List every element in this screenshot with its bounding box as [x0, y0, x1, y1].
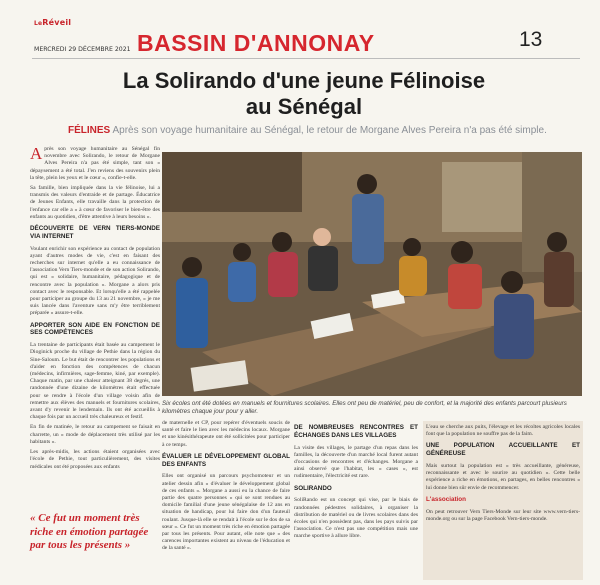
issue-date: MERCREDI 29 DÉCEMBRE 2021	[34, 46, 131, 53]
info-box-title: L'association	[426, 495, 466, 503]
header-divider	[32, 58, 580, 59]
drop-cap: A	[30, 144, 43, 163]
subheading: DÉCOUVERTE DE VERN TIERS-MONDE VIA INTERNET	[30, 225, 160, 240]
subheading: SOLIRANDO	[294, 484, 332, 492]
page-header	[0, 0, 600, 62]
subheading: UNE POPULATION ACCUEILLANTE ET GÉNÉREUSE	[426, 442, 580, 458]
article-column-2: de maternelle et CP, pour repérer d'éventuels soucis de santé et faire le lien avec les médecins locaux. Morgane et une kinésithérapeute ont été sollicitées pour participer à ce temps. ÉVALUER LE DÉVELOPPEMENT GLOBAL DES ENFANTS Elles ont organisé un parcours psychomoteur et un atelier dessin afin « d'évaluer le développement global de ces enfants ». Morgane a aussi eu la chance de faire partie des quatre personnes « qui se sont rendues au domicile familial d'une jeune sénégalaise de 12 ans en situation de handicap, pour lui faire don d'un fauteuil roulant. Jusque-là elle se rendait à l'école sur le dos de sa sœur ». Ce fut un moment très riche en émotion partagée par tous les présents. Pour autant, elle note que « des carences importantes existent au niveau de l'éducation et de la santé ».	[162, 420, 290, 552]
page-number: 13	[519, 28, 543, 51]
photo-caption: Six écoles ont été dotées en manuels et fournitures scolaires. Elles ont peu de matériel, peu de confort, et la majorité des enfants parcourt plusieurs kilomètres chaque jour pour y aller.	[162, 400, 567, 415]
article-headline: La Solirando d'une jeune Félinoise au Sénégal	[122, 68, 486, 119]
classroom-photo	[162, 152, 582, 396]
subheading: APPORTER SON AIDE EN FONCTION DE SES COMPÉTENCES	[30, 321, 160, 337]
pull-quote: « Ce fut un moment très riche en émotion partagée par tous les présents »	[30, 512, 149, 551]
article-standfirst: FÉLINES Après son voyage humanitaire au Sénégal, le retour de Morgane Alves Pereira n'a pas été simple.	[68, 125, 547, 136]
article-column-3: DE NOMBREUSES RENCONTRES ET ÉCHANGES DANS LES VILLAGES La visite des villages, le partage d'un repas dans les familles, la découverte d'un marché local furent autant d'occasions de rencontres et d'échanges. Morgane a ainsi observé que l'habitat, les « cases », est rudimentaire, l'électricité est rare. SOLIRANDO SoliRando est un concept qui vise, par le biais de randonnées pédestres solidaires, à organiser la distribution de matériel ou de livres scolaires dans des écoles qui n'en possèdent pas, dans les pays suivis par l'association. Ce n'est pas une compétition mais une marche sportive à allure libre.	[294, 424, 418, 540]
newspaper-logo: LeRéveil	[34, 18, 72, 27]
subheading: DE NOMBREUSES RENCONTRES ET ÉCHANGES DANS LES VILLAGES	[294, 424, 418, 439]
article-column-4: L'eau se cherche aux puits, l'élevage et les récoltes agricoles locales font que la population ne souffre pas de la faim. UNE POPULATION ACCUEILLANTE ET GÉNÉREUSE Mais surtout la population est « très accueillante, généreuse, reconnaissante et avec le sourire au quotidien ». Cette belle expérience a riche en émotions, en partages, en belles rencontres « lui donne bien sûr envie de recommencer. L'association On peut retrouver Vern Tiers-Monde sur leur site www.vern-tiers-monde.org ou sur la page Facebook Vern-tiers-monde.	[426, 424, 580, 522]
info-box-text: On peut retrouver Vern Tiers-Monde sur leur site www.vern-tiers-monde.org ou sur la page Facebook Vern-tiers-monde.	[426, 508, 580, 522]
location-keyword: FÉLINES	[68, 125, 111, 136]
article-column-1: Après son voyage humanitaire au Sénégal fin novembre avec Solirando, le retour de Morgane Alves Pereira n'a pas été simple, tant son « dépaysement a été total. J'en reviens des souvenirs plein la tête, plein les yeux et le cœur », confie-t-elle. Sa famille, bien impliquée dans la vie félinoise, lui a transmis des valeurs d'entraide et de partage. Éducatrice de Jeunes Enfants, elle travaille dans la protection de l'enfance car elle a « à cœur de favoriser le bien-être des enfants au quotidien, d'être attentive à leurs besoins ». DÉCOUVERTE DE VERN TIERS-MONDE VIA INTERNET Voulant enrichir son expérience au contact de population ayant d'autres modes de vie, c'est en faisant des recherches sur internet qu'elle a eu connaissance de l'association Vern Tiers-monde et de son action Solirando, qui est « solidaire, humanitaire, pédagogique et de rencontre avec la population ». Morgane a alors pris contact avec le responsable. Et lorsqu'elle a été rappelée pour participer au groupe du 13 au 21 novembre, « je me suis lancée dans l'aventure sans m'y être terriblement préparée » assure-t-elle. APPORTER SON AIDE EN FONCTION DE SES COMPÉTENCES La trentaine de participants était basée au campement le Dioginick proche du village de Pethie dans la région du Sine-Saloum. Le but était de rencontrer les populations et d'aider en fonction des compétences de chacun (médecins, infirmières, sage-femme, kiné, par exemple). Chaque matin, par une chaleur atteignant 38 degrés, une randonnée d'une dizaine de kilomètres était effectuée pour se rendre à l'école d'un village voisin afin de remettre aux élèves des manuels et fournitures scolaires, avant d'y revenir le lendemain. Ils ont été accueillis à chaque fois par un accueil très chaleureux et festif. En fin de matinée, le retour au campement se faisait en charrette, un « mode de déplacement très utilisé par les habitants ». Les après-midis, les actions étaient organisées avec l'école de Pethie, tout particulièrement, des visites médicales ont été proposées aux enfants	[30, 144, 160, 470]
subheading: ÉVALUER LE DÉVELOPPEMENT GLOBAL DES ENFANTS	[162, 452, 290, 468]
section-title: BASSIN D'ANNONAY	[137, 30, 375, 56]
